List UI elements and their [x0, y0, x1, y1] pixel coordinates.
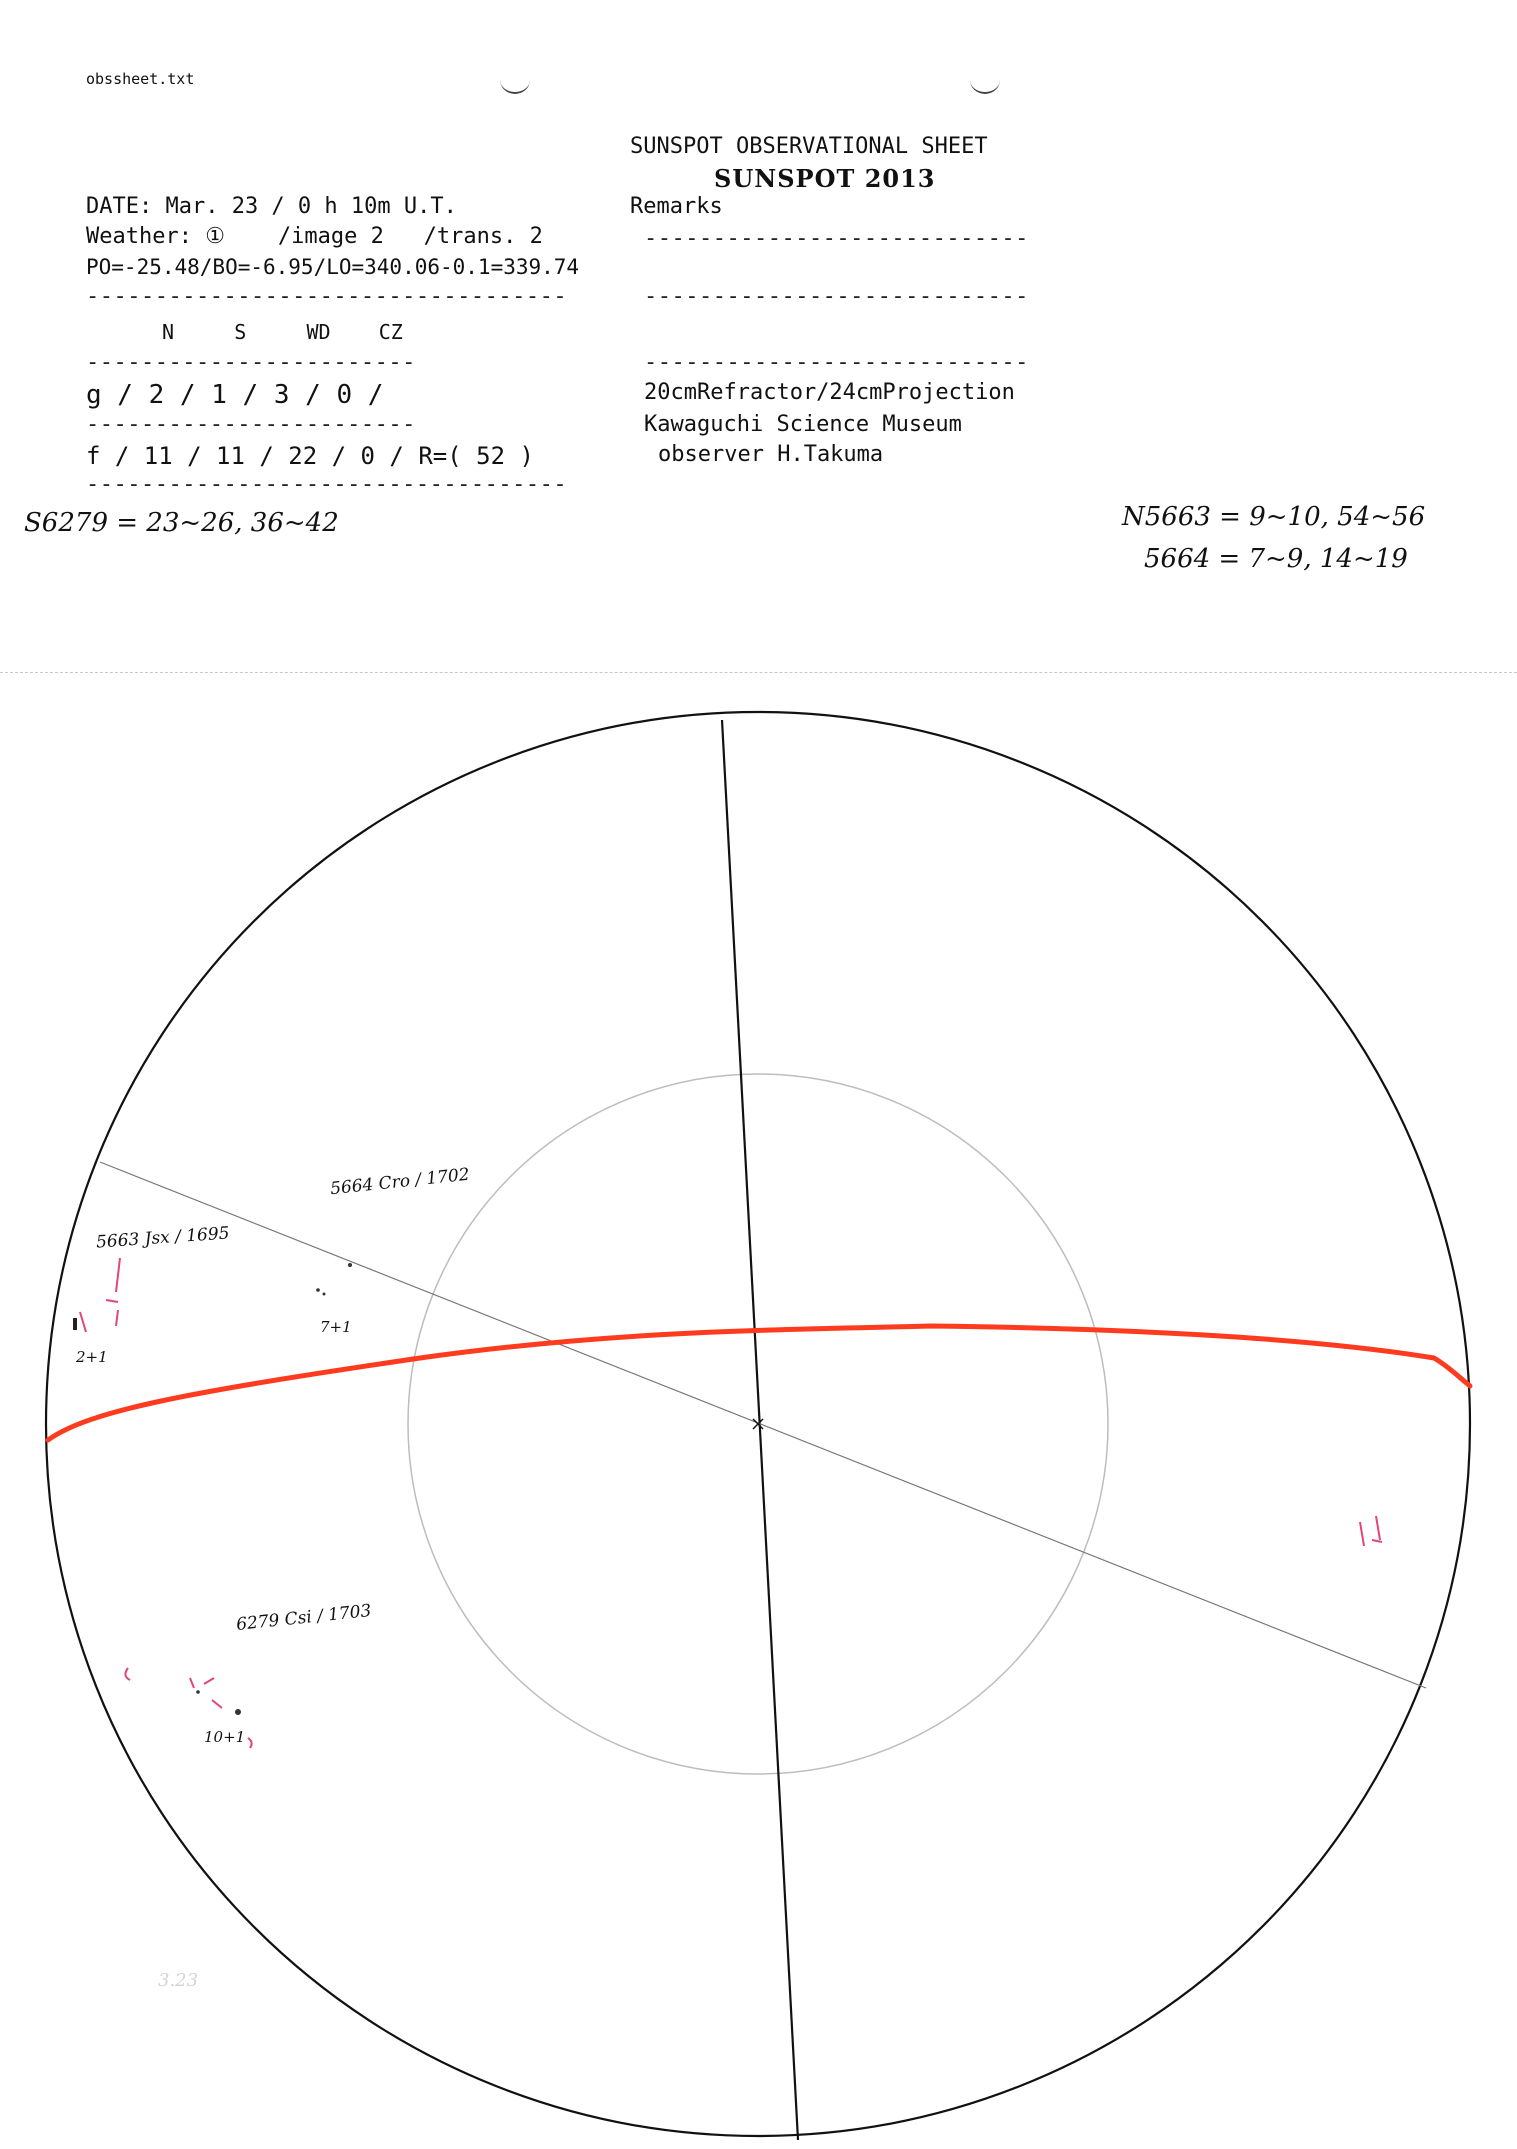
central-meridian-line — [722, 720, 798, 2140]
g-line: g / 2 / 1 / 3 / 0 / — [86, 380, 384, 410]
divider-3: ------------------------ — [86, 412, 416, 437]
label-group-5664: 5664 Cro / 1702 — [329, 1164, 471, 1200]
label-group-6279: 6279 Csi / 1703 — [235, 1600, 373, 1636]
location-line: Kawaguchi Science Museum — [644, 412, 962, 437]
count-group-5664: 7+1 — [320, 1318, 352, 1336]
right-note-1: N5663 = 9~10, 54~56 — [1122, 502, 1426, 532]
file-label: obssheet.txt — [86, 70, 195, 88]
remarks-divider-2: ---------------------------- — [644, 284, 1029, 309]
remarks-divider-3: ---------------------------- — [644, 350, 1029, 375]
divider-4: ----------------------------------- — [86, 472, 568, 497]
year-stamp: SUNSPOT 2013 — [714, 164, 936, 193]
instrument-line: 20cmRefractor/24cmProjection — [644, 380, 1015, 405]
sheet-title: SUNSPOT OBSERVATIONAL SHEET — [630, 134, 988, 159]
sunspot-group-5663 — [73, 1258, 120, 1332]
sunspot-group-5664 — [316, 1263, 352, 1296]
params-line: PO=-25.48/BO=-6.95/LO=340.06-0.1=339.74 — [86, 255, 580, 279]
count-group-5663: 2+1 — [76, 1348, 108, 1366]
remarks-divider-1: ---------------------------- — [644, 226, 1029, 251]
sunspot-marks-east — [1360, 1516, 1382, 1546]
right-note-2: 5664 = 7~9, 14~19 — [1144, 544, 1408, 574]
remarks-label: Remarks — [630, 194, 723, 219]
f-line: f / 11 / 11 / 22 / 0 / R=( 52 ) — [86, 442, 534, 470]
divider-1: ----------------------------------- — [86, 284, 568, 309]
divider-2: ------------------------ — [86, 350, 416, 375]
count-group-6279: 10+1 — [204, 1728, 246, 1746]
weather-line: Weather: ① /image 2 /trans. 2 — [86, 224, 543, 249]
label-group-5663: 5663 Jsx / 1695 — [95, 1223, 231, 1253]
columns-header: N S WD CZ — [162, 320, 403, 344]
date-line: DATE: Mar. 23 / 0 h 10m U.T. — [86, 194, 457, 219]
left-note: S6279 = 23~26, 36~42 — [24, 508, 339, 538]
faint-date-mark: 3.23 — [158, 1970, 199, 1991]
observer-line: observer H.Takuma — [658, 442, 884, 467]
